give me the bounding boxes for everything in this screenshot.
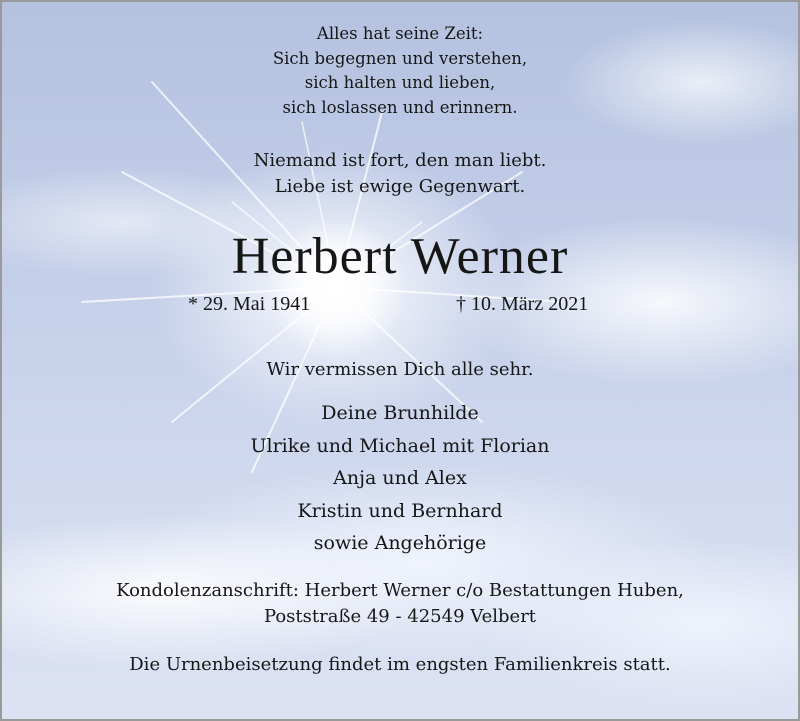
- quote-line: Niemand ist fort, den man liebt.: [253, 150, 547, 171]
- address-line: Kondolenzanschrift: Herbert Werner c/o Bestattungen Huben,: [116, 580, 684, 601]
- death-date: † 10. März 2021: [456, 293, 589, 315]
- quote-line: Liebe ist ewige Gegenwart.: [274, 176, 526, 197]
- deceased-name: Herbert Werner: [231, 228, 569, 285]
- address-line: Poststraße 49 - 42549 Velbert: [263, 606, 537, 627]
- poem-line: Sich begegnen und verstehen,: [272, 48, 528, 68]
- poem-line: Alles hat seine Zeit:: [316, 24, 484, 43]
- burial-note: Die Urnenbeisetzung findet im engsten Familienkreis statt.: [129, 654, 671, 675]
- mourner: Ulrike und Michael mit Florian: [250, 434, 550, 457]
- birth-date: * 29. Mai 1941: [188, 293, 311, 315]
- mourners-list: [2, 397, 798, 560]
- farewell-message: Wir vermissen Dich alle sehr.: [266, 359, 534, 380]
- mourner: Anja und Alex: [333, 467, 467, 489]
- condolence-address: [2, 578, 798, 630]
- poem-line: sich loslassen und erinnern.: [282, 97, 518, 117]
- mourner: Kristin und Bernhard: [297, 499, 503, 522]
- mourner: Deine Brunhilde: [321, 402, 479, 424]
- mourner: sowie Angehörige: [313, 532, 487, 554]
- poem: [2, 22, 798, 120]
- quote: [2, 148, 798, 200]
- poem-line: sich halten und lieben,: [304, 73, 496, 92]
